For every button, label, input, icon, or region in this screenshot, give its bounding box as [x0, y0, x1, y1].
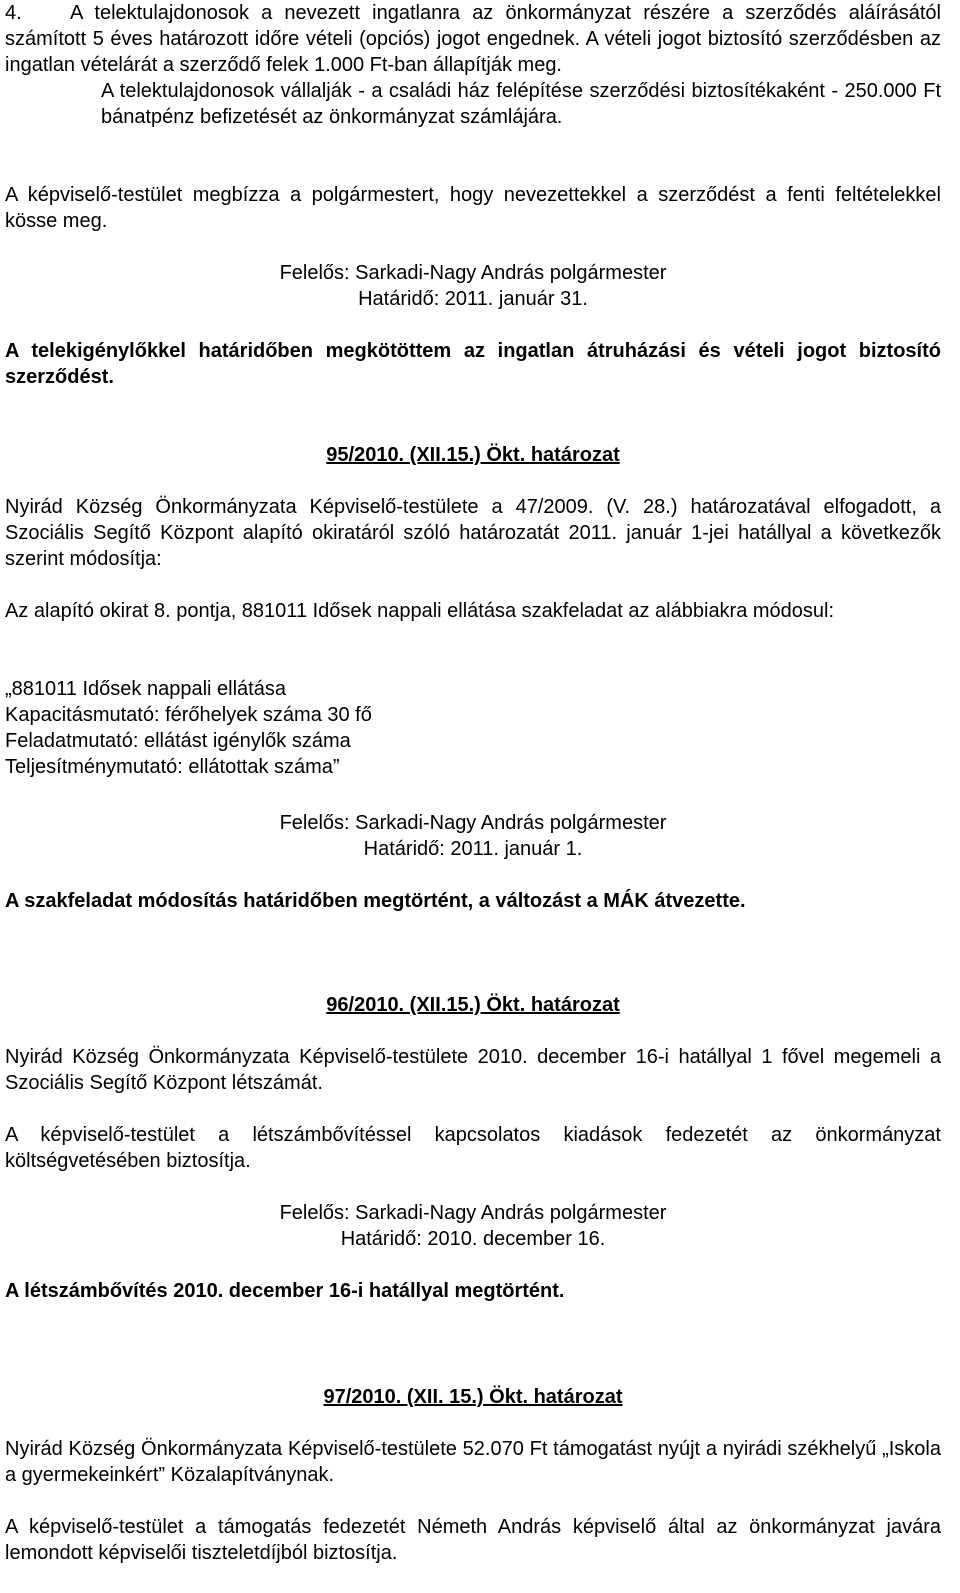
resolution-95-quote [5, 676, 941, 780]
resolution-97-paragraph-2: A képviselő-testület a támogatás fedezetét Németh András képviselő által az önkormányzat javára lemondott képviselői tiszteletdíjból biztosítja. [5, 1516, 941, 1564]
resolution-95-paragraph-2: Az alapító okirat 8. pontja, 881011 Idősek nappali ellátása szakfeladat az alábbiakra módosul: [5, 600, 835, 622]
resolution-95-paragraph-1: Nyirád Község Önkormányzata Képviselő-testülete a 47/2009. (V. 28.) határozatával elfogadott, a Szociális Segítő Központ alapító okiratáról szóló határozatát 2011. január 1-jei hatállyal a következők szerint módosítja: [5, 496, 941, 570]
hatarido-line: Határidő: 2011. január 31. [358, 288, 588, 310]
report-1: A telekigénylőkkel határidőben megkötöttem az ingatlan átruházási és vételi jogot biztosító szerződést. [5, 340, 941, 388]
resolution-96-paragraph-1: Nyirád Község Önkormányzata Képviselő-testülete 2010. december 16-i hatállyal 1 fővel megemeli a Szociális Segítő Központ létszámát. [5, 1046, 941, 1094]
item-4-number: 4. [5, 2, 22, 24]
quote-line: „881011 Idősek nappali ellátása [5, 678, 286, 700]
resolution-96-report: A létszámbővítés 2010. december 16-i hatállyal megtörtént. [5, 1280, 565, 1302]
responsible-1 [5, 260, 941, 312]
item-5-text: A telektulajdonosok vállalják - a családi ház felépítése szerződési biztosítékaként - 250.000 Ft bánatpénz befizetését az önkormányzat számlájára. [101, 80, 941, 128]
resolution-97-title: 97/2010. (XII. 15.) Ökt. határozat [323, 1386, 623, 1408]
item-4-text: A telektulajdonosok a nevezett ingatlanra az önkormányzat részére a szerződés aláírásától számított 5 éves határozott időre vételi (opciós) jogot engednek. A vételi jogot biztosító szerződésben az ingatlan vételárát a szerződő felek 1.000 Ft-ban állapítják meg. [5, 2, 941, 76]
hatarido-line: Határidő: 2011. január 1. [363, 838, 583, 860]
quote-line: Teljesítménymutató: ellátottak száma” [5, 756, 340, 778]
resolution-96-paragraph-2: A képviselő-testület a létszámbővítéssel kapcsolatos kiadások fedezetét az önkormányzat költségvetésében biztosítja. [5, 1124, 941, 1172]
item-5 [5, 78, 941, 130]
quote-line: Kapacitásmutató: férőhelyek száma 30 fő [5, 704, 372, 726]
responsible-96 [5, 1200, 941, 1252]
item-4 [5, 0, 941, 78]
felelos-line: Felelős: Sarkadi-Nagy András polgármester [279, 1202, 667, 1224]
hatarido-line: Határidő: 2010. december 16. [340, 1228, 606, 1250]
resolution-97-paragraph-1: Nyirád Község Önkormányzata Képviselő-testülete 52.070 Ft támogatást nyújt a nyirádi székhelyű „Iskola a gyermekeinkért” Közalapítványnak. [5, 1438, 941, 1486]
resolution-95-report: A szakfeladat módosítás határidőben megtörtént, a változást a MÁK átvezette. [5, 890, 746, 912]
paragraph-megbizza: A képviselő-testület megbízza a polgármestert, hogy nevezettekkel a szerződést a fenti feltételekkel kösse meg. [5, 184, 941, 232]
resolution-95-title: 95/2010. (XII.15.) Ökt. határozat [326, 444, 620, 466]
resolution-96-title: 96/2010. (XII.15.) Ökt. határozat [326, 994, 620, 1016]
felelos-line: Felelős: Sarkadi-Nagy András polgármester [279, 262, 667, 284]
responsible-95 [5, 810, 941, 862]
quote-line: Feladatmutató: ellátást igénylők száma [5, 730, 351, 752]
item-5-number [5, 78, 101, 104]
felelos-line: Felelős: Sarkadi-Nagy András polgármester [279, 812, 667, 834]
